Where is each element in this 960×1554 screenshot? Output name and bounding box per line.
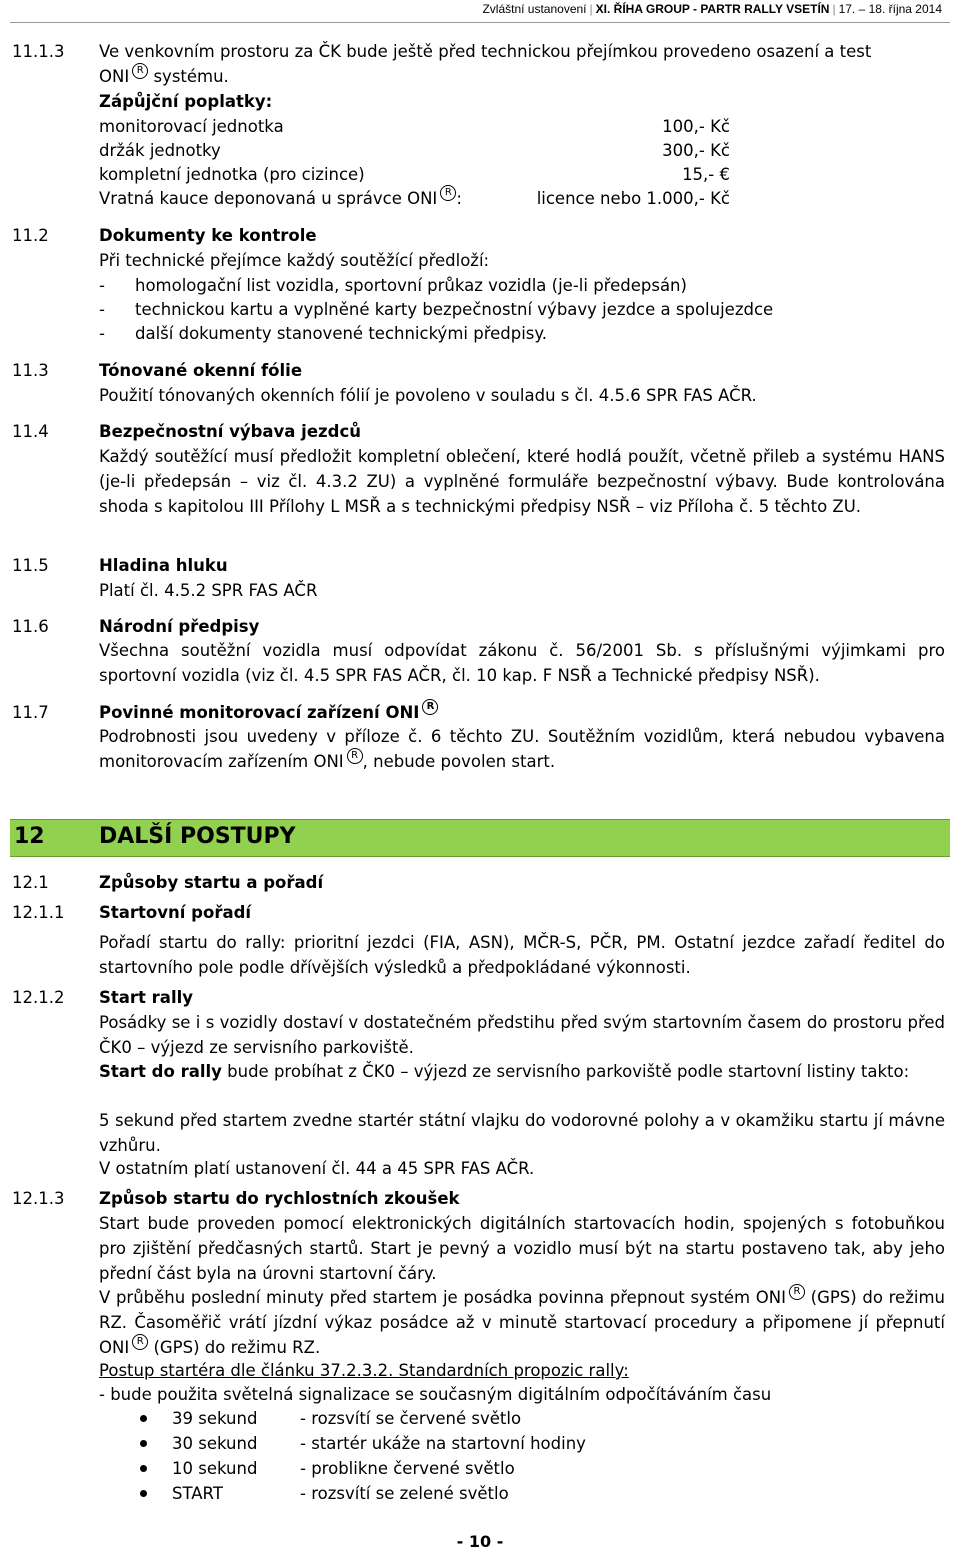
section-text: Použití tónovaných okenních fólií je povoleno v souladu s čl. 4.5.6 SPR FAS AČR. [99, 386, 757, 405]
section-title: Start rally [99, 988, 194, 1007]
step-action: - rozsvítí se červené světlo [300, 1409, 522, 1428]
step-action: - startér ukáže na startovní hodiny [300, 1434, 586, 1453]
section-paragraph: V průběhu poslední minuty před startem je posádka povinna přepnout systém ONI R (GPS) do režimu RZ. Časoměřič vrátí jízdní výkaz posádce až v minutě startovací procedury a připomene jí přepnutí ONI R (GPS) do režimu RZ. [99, 1286, 945, 1357]
header-event-name: XI. ŘÍHA GROUP - PARTR RALLY VSETÍN [595, 2, 830, 16]
fee-label: držák jednotky [99, 141, 221, 160]
fee-label: monitorovací jednotka [99, 117, 284, 136]
section-number: 12.1.3 [12, 1189, 65, 1208]
section-title: Národní předpisy [99, 617, 260, 636]
section-number: 11.7 [12, 703, 49, 722]
step-time: 39 sekund [172, 1409, 258, 1428]
section-title: Startovní pořadí [99, 903, 252, 922]
section-number: 12.1.2 [12, 988, 65, 1007]
bullet-icon [140, 1415, 147, 1422]
section-title: Hladina hluku [99, 556, 228, 575]
header-rule [10, 22, 950, 23]
section-title: Povinné monitorovací zařízení ONI R [99, 701, 438, 725]
bullet-icon [140, 1490, 147, 1497]
list-dash: - [99, 324, 105, 343]
section-text: Platí čl. 4.5.2 SPR FAS AČR [99, 581, 318, 600]
list-dash: - [99, 276, 105, 295]
header-date: 17. – 18. října 2014 [838, 2, 942, 16]
section-title: Dokumenty ke kontrole [99, 226, 317, 245]
step-action: - problikne červené světlo [300, 1459, 515, 1478]
list-dash: - [99, 300, 105, 319]
section-number: 12.1 [12, 873, 49, 892]
step-time: START [172, 1484, 223, 1503]
section-number: 11.1.3 [12, 42, 65, 61]
page-number: - 10 - [456, 1532, 504, 1551]
section-text: V ostatním platí ustanovení čl. 44 a 45 SPR FAS AČR. [99, 1159, 535, 1178]
fee-label: kompletní jednotka (pro cizince) [99, 165, 365, 184]
section-paragraph: Podrobnosti jsou uvedeny v příloze č. 6 těchto ZU. Soutěžním vozidlům, která nebudou vybavena monitorovacím zařízením ONI R , nebude povolen start. [99, 727, 945, 771]
registered-icon: R [789, 1284, 805, 1300]
section-text: Ve venkovním prostoru za ČK bude ještě před technickou přejímkou provedeno osazení a test [99, 42, 872, 61]
step-action: - rozsvítí se zelené světlo [300, 1484, 509, 1503]
fee-value: 300,- Kč [662, 141, 730, 160]
section-title: Způsoby startu a pořadí [99, 873, 324, 892]
registered-icon: R [422, 699, 438, 715]
section-paragraph: Všechna soutěžní vozidla musí odpovídat zákonu č. 56/2001 Sb. s příslušnými výjimkami pro sportovní vozidla (viz čl. 4.5 SPR FAS AČR, čl. 10 kap. F NSŘ a Technické předpisy NSŘ). [99, 641, 945, 685]
registered-icon: R [132, 63, 148, 79]
section-title: Bezpečnostní výbava jezdců [99, 422, 361, 441]
section-text: ONI R systému. [99, 65, 229, 86]
chapter-heading [10, 819, 950, 857]
section-paragraph: 5 sekund před startem zvedne startér státní vlajku do vodorovné polohy a v okamžiku startu jí mávne vzhůru. [99, 1111, 945, 1155]
list-item: další dokumenty stanovené technickými předpisy. [135, 324, 548, 343]
section-title: Způsob startu do rychlostních zkoušek [99, 1189, 460, 1208]
list-item: technickou kartu a vyplněné karty bezpečnostní výbavy jezdce a spolujezdce [135, 300, 774, 319]
section-number: 11.3 [12, 361, 49, 380]
section-number: 11.4 [12, 422, 49, 441]
section-title: Tónované okenní fólie [99, 361, 303, 380]
section-paragraph: Start do rally bude probíhat z ČK0 – výjezd ze servisního parkoviště podle startovní listiny takto: [99, 1062, 910, 1081]
procedure-link-text: Postup startéra dle článku 37.2.3.2. Standardních propozic rally: [99, 1361, 629, 1380]
step-time: 30 sekund [172, 1434, 258, 1453]
list-item: homologační list vozidla, sportovní průkaz vozidla (je-li předepsán) [135, 276, 687, 295]
registered-icon: R [132, 1334, 148, 1350]
registered-icon: R [347, 748, 363, 764]
section-number: 11.5 [12, 556, 49, 575]
section-number: 11.2 [12, 226, 49, 245]
header-prefix: Zvláštní ustanovení [482, 2, 587, 16]
section-paragraph: Posádky se i s vozidly dostaví v dostatečném předstihu před svým startovním časem do prostoru před ČK0 – výjezd ze servisního parkoviště. [99, 1013, 945, 1057]
section-text: - bude použita světelná signalizace se současným digitálním odpočítáváním času [99, 1385, 772, 1404]
fee-value: 100,- Kč [662, 117, 730, 136]
fee-value: 15,- € [682, 165, 730, 184]
section-number: 12.1.1 [12, 903, 65, 922]
section-number: 11.6 [12, 617, 49, 636]
deposit-value: licence nebo 1.000,- Kč [536, 189, 730, 208]
bullet-icon [140, 1440, 147, 1447]
bullet-icon [140, 1465, 147, 1472]
step-time: 10 sekund [172, 1459, 258, 1478]
section-paragraph: Pořadí startu do rally: prioritní jezdci (FIA, ASN), MČR-S, PČR, PM. Ostatní jezdce zařadí ředitel do startovního pole podle dřívějších výsledků a předpokládané výkonnosti. [99, 933, 945, 977]
fees-title: Zápůjční poplatky: [99, 92, 273, 111]
section-text: Při technické přejímce každý soutěžící předloží: [99, 251, 490, 270]
chapter-number: 12 [14, 824, 45, 849]
registered-icon: R [440, 185, 456, 201]
running-header: Zvláštní ustanovení | XI. ŘÍHA GROUP - PARTR RALLY VSETÍN | 17. – 18. října 2014 [482, 2, 942, 16]
section-paragraph: Start bude proveden pomocí elektronických digitálních startovacích hodin, spojených s fotobuňkou pro zjištění předčasných startů. Start je pevný a vozidlo musí být na startu postaveno tak, aby jeho přední část byla na úrovni startovní čáry. [99, 1214, 945, 1283]
section-paragraph: Každý soutěžící musí předložit kompletní oblečení, které hodlá použít, včetně přileb a systému HANS (je-li předepsán – viz čl. 4.3.2 ZU) a vyplněné formuláře bezpečnostní výbavy. Bude kontrolována shoda s kapitolou III Přílohy L MSŘ a s technickými předpisy NSŘ – viz Příloha č. 5 těchto ZU. [99, 447, 945, 516]
chapter-title: DALŠÍ POSTUPY [99, 824, 296, 849]
deposit-label: Vratná kauce deponovaná u správce ONI R : [99, 187, 462, 208]
